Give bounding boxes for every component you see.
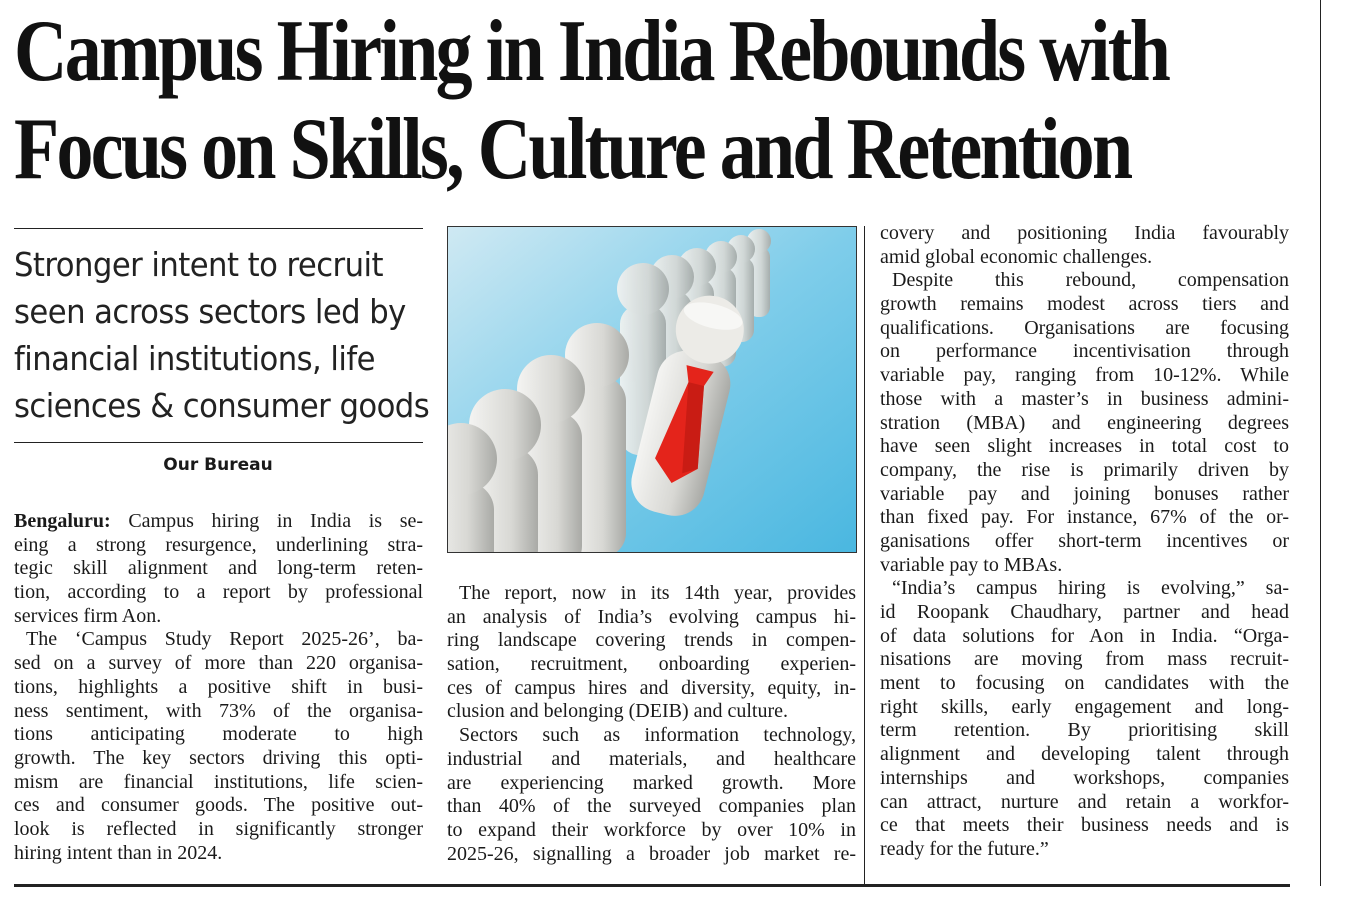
text-line: 2025-26, signalling a broader job market re- xyxy=(447,842,856,865)
text-line: The ‘Campus Study Report 2025-26’, ba- xyxy=(26,628,423,651)
text-line: hiring intent than in 2024. xyxy=(14,841,223,864)
text-line: nisations are moving from mass recruit- xyxy=(880,648,1289,671)
text-line: are experiencing marked growth. More xyxy=(447,771,856,794)
text-line: sation, recruitment, onboarding experien- xyxy=(447,653,856,676)
text-line: sed on a survey of more than 220 organisa- xyxy=(14,652,423,675)
text-line: growth remains modest across tiers and xyxy=(880,293,1289,316)
text-line: than 40% of the surveyed companies plan xyxy=(447,795,856,818)
text-line: ring landscape covering trends in compen- xyxy=(447,629,856,652)
text-line: The report, now in its 14th year, provides xyxy=(459,582,856,604)
text-line: tions anticipating moderate to high xyxy=(14,723,423,746)
text-line: variable pay, ranging from 10-12%. While xyxy=(880,364,1289,387)
text-line: look is reflected in significantly stronger xyxy=(14,817,423,840)
column-3 xyxy=(880,222,1289,862)
text-line: ce that meets their business needs and is xyxy=(880,814,1289,837)
deck-line-2: seen across sectors led by xyxy=(14,292,406,331)
text-line: id Roopank Chaudhary, partner and head xyxy=(880,601,1289,623)
text-line: tions, highlights a positive shift in busi- xyxy=(14,675,423,698)
headline xyxy=(14,3,1169,200)
text-line: ment to focusing on candidates with the xyxy=(880,672,1289,695)
text-line: services firm Aon. xyxy=(14,604,162,627)
text-line: eing a strong resurgence, underlining stra- xyxy=(14,533,423,556)
deck-line-4: sciences & consumer goods xyxy=(14,386,430,425)
text-line: amid global economic challenges. xyxy=(880,245,1153,268)
column-1 xyxy=(14,510,423,865)
text-line: Bengaluru: Campus hiring in India is se- xyxy=(14,510,423,532)
text-line: ness sentiment, with 73% of the organisa- xyxy=(14,699,423,722)
text-line: clusion and belonging (DEIB) and culture. xyxy=(447,700,789,723)
text-line: growth. The key sectors driving this opti- xyxy=(14,746,423,769)
deck-top-rule xyxy=(14,228,423,229)
text-line: mism are financial institutions, life scien- xyxy=(14,770,423,793)
text-line: internships and workshops, companies xyxy=(880,766,1289,789)
text-line: covery and positioning India favourably xyxy=(880,222,1289,244)
text-line: of data solutions for Aon in India. “Orga- xyxy=(880,624,1289,647)
deck xyxy=(14,241,430,429)
text-line: company, the rise is primarily driven by xyxy=(880,458,1289,481)
text-line: ces and consumer goods. The positive out- xyxy=(14,794,423,817)
column-divider xyxy=(864,226,865,886)
text-line: ganisations offer short-term incentives or xyxy=(880,529,1289,552)
text-line: ces of campus hires and diversity, equity, in- xyxy=(447,676,856,699)
byline: Our Bureau xyxy=(163,455,273,475)
text-line: have seen slight increases in total cost to xyxy=(880,435,1289,458)
text-line: Sectors such as information technology, xyxy=(459,724,856,747)
text-line: stration (MBA) and engineering degrees xyxy=(880,411,1289,434)
text-line: right skills, early engagement and long- xyxy=(880,695,1289,718)
text-line: tion, according to a report by professional xyxy=(14,581,423,604)
text-line: those with a master’s in business admini- xyxy=(880,387,1289,410)
text-line: “India’s campus hiring is evolving,” sa- xyxy=(892,577,1289,600)
column-2 xyxy=(447,582,856,866)
deck-bottom-rule xyxy=(14,442,423,443)
deck-line-3: financial institutions, life xyxy=(14,339,375,378)
text-line: industrial and materials, and healthcare xyxy=(447,747,856,770)
text-line: alignment and developing talent through xyxy=(880,743,1289,766)
text-line: to expand their workforce by over 10% in xyxy=(447,818,856,841)
article-photo xyxy=(447,226,857,553)
text-line: can attract, nurture and retain a workfor- xyxy=(880,790,1289,813)
text-line: on performance incentivisation through xyxy=(880,340,1289,363)
dateline: Bengaluru: xyxy=(14,510,111,532)
headline-line-1: Campus Hiring in India Rebounds with xyxy=(14,3,1169,100)
text-line: Despite this rebound, compensation xyxy=(892,269,1289,292)
page-edge-rule xyxy=(1320,0,1321,886)
text-line: ready for the future.” xyxy=(880,837,1049,860)
text-line: tegic skill alignment and long-term reten- xyxy=(14,557,423,580)
text-line: an analysis of India’s evolving campus hi- xyxy=(447,605,856,628)
text-line: than fixed pay. For instance, 67% of the or- xyxy=(880,506,1289,529)
text-line: variable pay to MBAs. xyxy=(880,553,1063,576)
figurines-with-red-tie-illustration xyxy=(448,227,856,552)
bottom-rule xyxy=(14,884,1290,887)
text-line: term retention. By prioritising skill xyxy=(880,719,1289,742)
headline-line-2: Focus on Skills, Culture and Retention xyxy=(14,101,1131,198)
text-line: variable pay and joining bonuses rather xyxy=(880,482,1289,505)
deck-line-1: Stronger intent to recruit xyxy=(14,245,383,284)
text-line: qualifications. Organisations are focusing xyxy=(880,316,1289,339)
